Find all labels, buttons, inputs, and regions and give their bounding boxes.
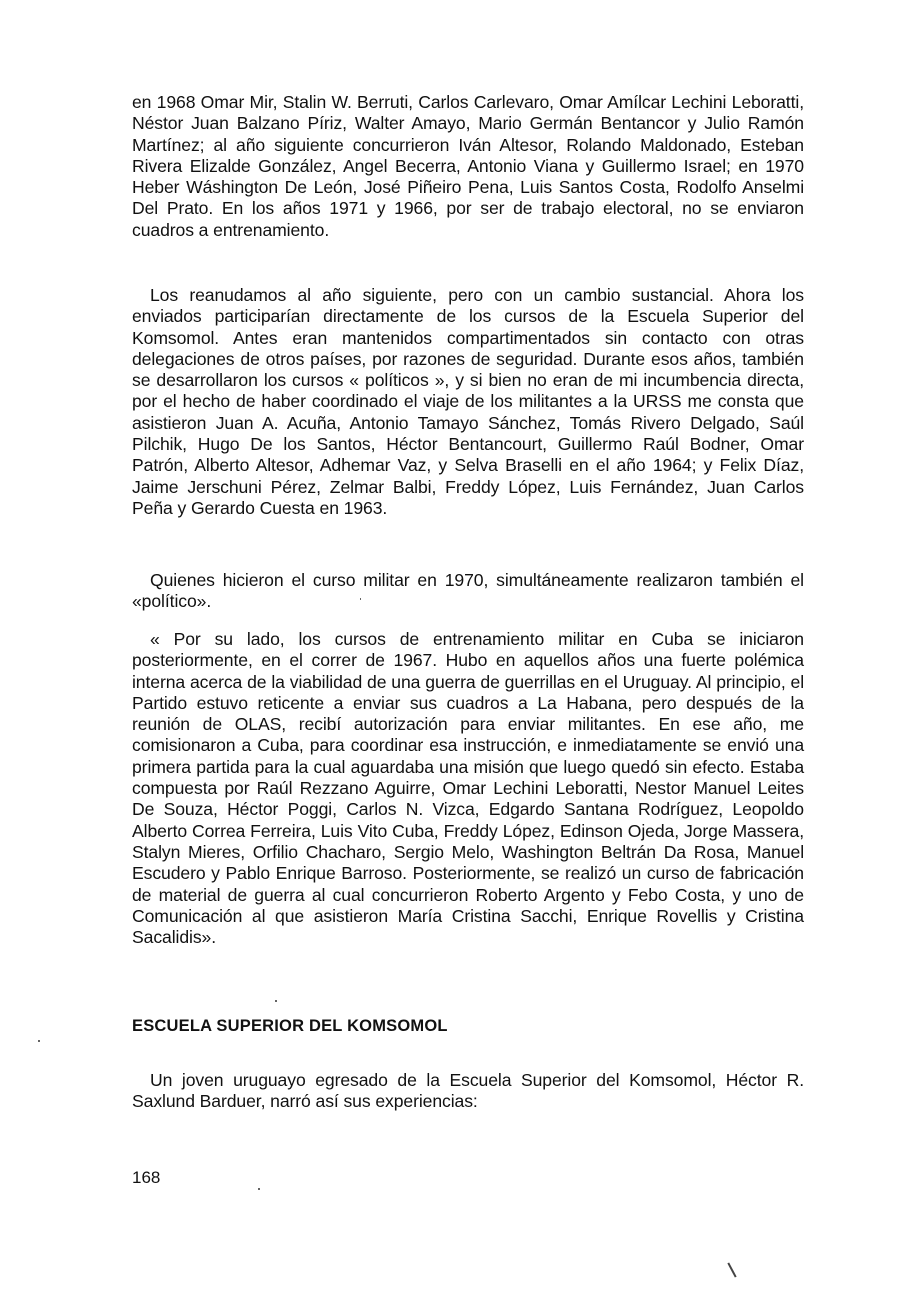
scan-mark (727, 1262, 736, 1277)
scan-speck (360, 598, 361, 600)
paragraph-3: Quienes hicieron el curso militar en 1970, simultáneamente realizaron también el «político». (132, 570, 804, 612)
page-number: 168 (132, 1168, 161, 1187)
scan-speck (258, 1188, 260, 1190)
paragraph-2: Los reanudamos al año siguiente, pero con un cambio sustancial. Ahora los enviados participarían directamente de los cursos de la Escuela Superior del Komsomol. Antes eran mantenidos compartimentados sin contacto con otras delegaciones de otros países, por razones de seguridad. Durante esos años, también se desarrollaron los cursos « políticos », y si bien no eran de mi incumbencia directa, por el hecho de haber coordinado el viaje de los militantes a la URSS me consta que asistieron Juan A. Acuña, Antonio Tamayo Sánchez, Tomás Rivero Delgado, Saúl Pilchik, Hugo De los Santos, Héctor Bentancourt, Guillermo Raúl Bodner, Omar Patrón, Alberto Altesor, Adhemar Vaz, y Selva Braselli en el año 1964; y Felix Díaz, Jaime Jerschuni Pérez, Zelmar Balbi, Freddy López, Luis Fernández, Juan Carlos Peña y Gerardo Cuesta en 1963. (132, 285, 804, 518)
paragraph-4: « Por su lado, los cursos de entrenamiento militar en Cuba se iniciaron posteriormente, en el correr de 1967. Hubo en aquellos años una fuerte polémica interna acerca de la viabilidad de una guerra de guerrillas en el Uruguay. Al principio, el Partido estuvo reticente a enviar sus cuadros a La Habana, pero después de la reunión de OLAS, recibí autorización para enviar militantes. En ese año, me comisionaron a Cuba, para coordinar esa instrucción, e inmediatamente se envió una primera partida para la cual aguardaba una misión que luego quedó sin efecto. Estaba compuesta por Raúl Rezzano Aguirre, Omar Lechini Leboratti, Nestor Manuel Leites De Souza, Héctor Poggi, Carlos N. Vizca, Edgardo Santana Rodríguez, Leopoldo Alberto Correa Ferreira, Luis Vito Cuba, Freddy López, Edinson Ojeda, Jorge Massera, Stalyn Mieres, Orfilio Chacharo, Sergio Melo, Washington Beltrán Da Rosa, Manuel Escudero y Pablo Enrique Barroso. Posteriormente, se realizó un curso de fabricación de material de guerra al cual concurrieron Roberto Argento y Febo Costa, y uno de Comunicación al que asistieron María Cristina Sacchi, Enrique Rovellis y Cristina Sacalidis». (132, 629, 804, 948)
section-heading: ESCUELA SUPERIOR DEL KOMSOMOL (132, 1017, 448, 1035)
scan-speck (38, 1040, 40, 1042)
scan-speck (275, 1000, 277, 1002)
paragraph-1: en 1968 Omar Mir, Stalin W. Berruti, Carlos Carlevaro, Omar Amílcar Lechini Leboratti, Néstor Juan Balzano Píriz, Walter Amayo, Mario Germán Bentancor y Julio Ramón Martínez; al año siguiente concurrieron Iván Altesor, Rolando Maldonado, Esteban Rivera Elizalde González, Angel Becerra, Antonio Viana y Guillermo Israel; en 1970 Heber Wáshington De León, José Piñeiro Pena, Luis Santos Costa, Rodolfo Anselmi Del Prato. En los años 1971 y 1966, por ser de trabajo electoral, no se enviaron cuadros a entrenamiento. (132, 92, 804, 240)
paragraph-5: Un joven uruguayo egresado de la Escuela Superior del Komsomol, Héctor R. Saxlund Barduer, narró así sus experiencias: (132, 1070, 804, 1112)
